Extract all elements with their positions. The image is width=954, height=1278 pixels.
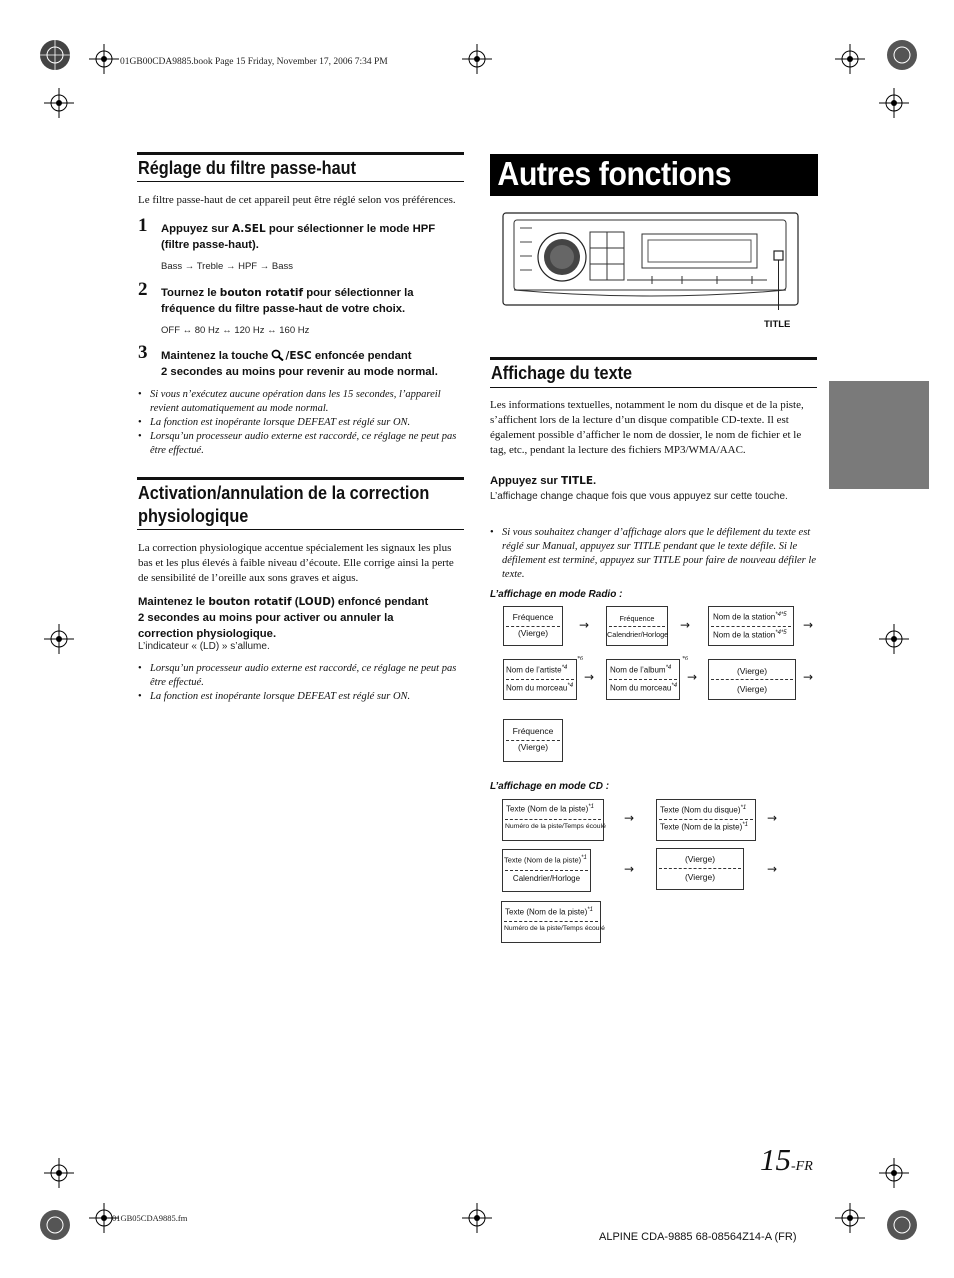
texte-result: L’affichage change chaque fois que vous appuyez sur cette touche.: [490, 491, 788, 502]
header-file-line: 01GB00CDA9885.book Page 15 Friday, November 17, 2006 7:34 PM: [120, 57, 388, 67]
radio-mode-label: L’affichage en mode Radio :: [490, 589, 623, 600]
arrow-icon: →: [584, 670, 595, 684]
hpf-notes: [138, 388, 466, 458]
box-divider: [659, 868, 741, 869]
box-line: [713, 630, 787, 640]
note-item: • Lorsqu’un processeur audio externe est raccordé, ce réglage ne peut pas être effectué.: [138, 662, 466, 690]
step-text: Appuyez sur: [490, 475, 561, 487]
box-line: [504, 855, 587, 865]
section-rule: [490, 357, 817, 360]
texte-instruction: [490, 473, 596, 489]
box-line: (Vierge): [736, 684, 768, 694]
box-line: Fréquence: [619, 614, 655, 623]
step-text: Tournez le: [161, 287, 220, 299]
step-text: enfoncée pendant: [311, 350, 412, 362]
texte-section-title: Affichage du texte: [491, 362, 633, 383]
arrow-icon: →: [579, 618, 590, 632]
loud-title-line1: Activation/annulation de la correction: [138, 482, 430, 503]
crosshair-icon: [44, 1158, 74, 1188]
step-text: ) enfoncé pendant: [330, 596, 429, 608]
step-text: 2 secondes au moins pour revenir au mode normal.: [161, 366, 438, 378]
box-text: Texte (Nom de la piste): [660, 822, 743, 832]
box-text: Nom de la station: [713, 612, 776, 622]
note-item: • La fonction est inopérante lorsque DEFEAT est réglé sur ON.: [138, 690, 466, 704]
radio-display-box: [708, 606, 794, 646]
box-text: Texte (Nom de la piste): [504, 855, 582, 865]
box-line: [506, 804, 594, 814]
section-rule: [137, 152, 464, 155]
hpf-step1-sequence: Bass → Treble → HPF → Bass: [161, 261, 293, 272]
key-label: /ESC: [285, 350, 312, 362]
step-text: Maintenez la touche: [161, 350, 272, 362]
box-divider: [506, 679, 574, 680]
hpf-intro: Le filtre passe-haut de cet appareil peut être réglé selon vos préférences.: [138, 194, 456, 206]
arrow-icon: →: [803, 670, 814, 684]
box-text: Nom de l’album: [610, 665, 666, 675]
box-line: [610, 683, 677, 693]
step-text: 2 secondes au moins pour activer ou annuler la: [138, 612, 394, 624]
hpf-step2-sequence: OFF ↔ 80 Hz ↔ 120 Hz ↔ 160 Hz: [161, 325, 310, 336]
texte-notes: [490, 526, 818, 582]
box-line: Numéro de la piste/Temps écoulé: [504, 925, 605, 932]
footnote-ref: *1: [581, 855, 587, 861]
step-text: .: [593, 475, 597, 487]
hpf-step3: [161, 348, 471, 380]
step-number: 2: [138, 279, 148, 300]
footnote-ref: *4*5: [775, 630, 787, 636]
note-item: • Si vous souhaitez changer d’affichage alors que le défilement du texte est réglé sur Manual, appuyez sur TITLE pendant que le texte défile. Si le défilement est terminé, appuyez sur TITLE pour faire de nouveau défiler le texte.: [490, 526, 818, 582]
box-divider: [609, 626, 665, 627]
box-line: Calendrier/Horloge: [607, 630, 669, 639]
box-divider: [711, 679, 793, 680]
section-rule: [137, 529, 464, 530]
footnote-ref: *4: [665, 665, 672, 671]
loud-title-line2: physiologique: [138, 505, 249, 526]
box-line: [610, 665, 671, 675]
autres-banner-title: Autres fonctions: [497, 155, 732, 192]
cd-display-box: [502, 849, 591, 892]
box-text: Texte (Nom de la piste): [506, 804, 589, 814]
cd-display-box: [501, 901, 605, 943]
box-text: Texte (Nom de la piste): [505, 907, 588, 917]
texte-intro: Les informations textuelles, notamment le nom du disque et de la piste, s’affichent lors de la lecture d’un disque compatible CD-texte. Il est également possible d’afficher le nom de dossier, le nom de fichier et le tag, etc., pendant la lecture des fichiers MP3/WMA/AAC.: [490, 399, 804, 456]
step-text: (: [291, 596, 299, 608]
box-text: Nom de l’artiste: [506, 665, 562, 675]
box-line: (Vierge): [684, 854, 716, 864]
footnote-ref: *4: [567, 683, 574, 689]
footnote-ref: *6: [682, 656, 688, 662]
radio-display-box: [606, 606, 668, 646]
step-text: (filtre passe-haut).: [161, 239, 259, 251]
box-text: Nom de la station: [713, 630, 776, 640]
footnote-ref: *1: [588, 804, 594, 810]
box-line: [660, 805, 746, 815]
radio-display-box: [708, 659, 796, 700]
head-unit-illustration: [502, 210, 800, 310]
box-divider: [711, 626, 791, 627]
radio-display-box: [503, 606, 563, 646]
footer-model: ALPINE CDA-9885 68-08564Z14-A (FR): [599, 1231, 797, 1243]
step-number: 3: [138, 342, 148, 363]
arrow-icon: →: [680, 618, 691, 632]
step-text: pour sélectionner la: [303, 287, 414, 299]
footnote-ref: *4*5: [775, 612, 787, 618]
box-line: [506, 683, 573, 693]
arrow-icon: →: [687, 670, 698, 684]
box-line: [505, 907, 593, 917]
page-number: [760, 1142, 813, 1178]
registration-mark-icon: [38, 1208, 72, 1242]
hpf-step2: [161, 285, 471, 317]
step-text: correction physiologique.: [138, 628, 277, 640]
section-rule: [490, 387, 817, 388]
key-label: bouton rotatif: [219, 287, 304, 299]
footer-file-line: 01GB05CDA9885.fm: [112, 1213, 188, 1223]
box-line: [660, 822, 748, 832]
footnote-ref: *1: [587, 907, 593, 913]
registration-mark-icon: [885, 38, 919, 72]
hpf-section-title: Réglage du filtre passe-haut: [138, 157, 357, 178]
title-button-label: TITLE: [764, 319, 791, 330]
box-line: Fréquence: [512, 612, 554, 622]
box-text: Texte (Nom du disque): [660, 805, 741, 815]
cd-mode-label: L’affichage en mode CD :: [490, 781, 610, 792]
box-text: Nom du morceau: [506, 683, 568, 693]
box-line: Fréquence: [512, 726, 554, 736]
cd-display-box: [656, 848, 744, 890]
box-line: (Vierge): [517, 628, 549, 638]
cd-display-box: [656, 799, 756, 841]
footnote-ref: *6: [577, 656, 583, 662]
registration-mark-icon: [38, 38, 72, 72]
crosshair-icon: [44, 88, 74, 118]
registration-mark-icon: [885, 1208, 919, 1242]
key-label: TITLE: [560, 475, 594, 487]
section-rule: [137, 477, 464, 480]
crosshair-icon: [462, 1203, 492, 1233]
step-text: pour sélectionner le mode HPF: [265, 223, 436, 235]
crosshair-icon: [835, 44, 865, 74]
hpf-step1: [161, 221, 471, 253]
arrow-icon: →: [767, 811, 778, 825]
side-tab: [829, 381, 929, 489]
box-text: Nom du morceau: [610, 683, 672, 693]
note-item: • Si vous n’exécutez aucune opération dans les 15 secondes, l’appareil revient automatiquement au mode normal.: [138, 388, 466, 416]
step-number: 1: [138, 215, 148, 236]
footnote-ref: *4: [561, 665, 568, 671]
step-text: Appuyez sur: [161, 223, 232, 235]
footnote-ref: *1: [742, 822, 748, 828]
loud-instruction: [138, 594, 468, 642]
loud-intro: La correction physiologique accentue spécialement les signaux les plus bas et les plus élevés à faible niveau d’écoute. Elle corrige ainsi la perte de sensibilité de l’oreille aux sons graves et aigus.: [138, 542, 454, 584]
key-label: bouton rotatif: [208, 596, 292, 608]
step-text: Maintenez le: [138, 596, 209, 608]
box-line: Calendrier/Horloge: [512, 874, 581, 883]
crosshair-icon: [879, 624, 909, 654]
arrow-icon: →: [624, 862, 635, 876]
box-divider: [506, 740, 560, 741]
box-divider: [659, 819, 753, 820]
key-label: LOUD: [298, 596, 331, 608]
box-line: (Vierge): [517, 742, 549, 752]
radio-display-box: [503, 659, 577, 700]
loud-result: L’indicateur « (LD) » s’allume.: [138, 641, 270, 652]
box-line: [713, 612, 787, 622]
box-divider: [505, 870, 588, 871]
note-item: • La fonction est inopérante lorsque DEFEAT est réglé sur ON.: [138, 416, 466, 430]
crosshair-icon: [879, 1158, 909, 1188]
crosshair-icon: [89, 44, 119, 74]
footnote-ref: *4: [671, 683, 678, 689]
box-line: Numéro de la piste/Temps écoulé: [505, 823, 606, 830]
crosshair-icon: [835, 1203, 865, 1233]
crosshair-icon: [44, 624, 74, 654]
loud-section-title: [138, 481, 429, 527]
search-icon: [271, 349, 284, 361]
box-divider: [506, 626, 560, 627]
crosshair-icon: [879, 88, 909, 118]
section-rule: [137, 181, 464, 182]
key-label: A.SEL: [231, 223, 266, 235]
page-number-value: 15: [760, 1142, 791, 1177]
box-line: (Vierge): [684, 872, 716, 882]
box-line: (Vierge): [736, 666, 768, 676]
radio-display-box: [606, 659, 680, 700]
box-divider: [504, 921, 598, 922]
box-line: [506, 665, 567, 675]
autres-banner: [490, 154, 818, 196]
step-text: fréquence du filtre passe-haut de votre choix.: [161, 303, 406, 315]
note-item: • Lorsqu’un processeur audio externe est raccordé, ce réglage ne peut pas être effectué.: [138, 430, 466, 458]
arrow-icon: →: [624, 811, 635, 825]
crosshair-icon: [462, 44, 492, 74]
arrow-icon: →: [803, 618, 814, 632]
page-number-suffix: -FR: [791, 1159, 813, 1174]
box-divider: [609, 679, 677, 680]
loud-notes: [138, 662, 466, 704]
arrow-icon: →: [767, 862, 778, 876]
box-divider: [505, 819, 601, 820]
cd-display-box: [502, 799, 604, 841]
footnote-ref: *1: [740, 805, 747, 811]
radio-display-box: [503, 719, 563, 762]
